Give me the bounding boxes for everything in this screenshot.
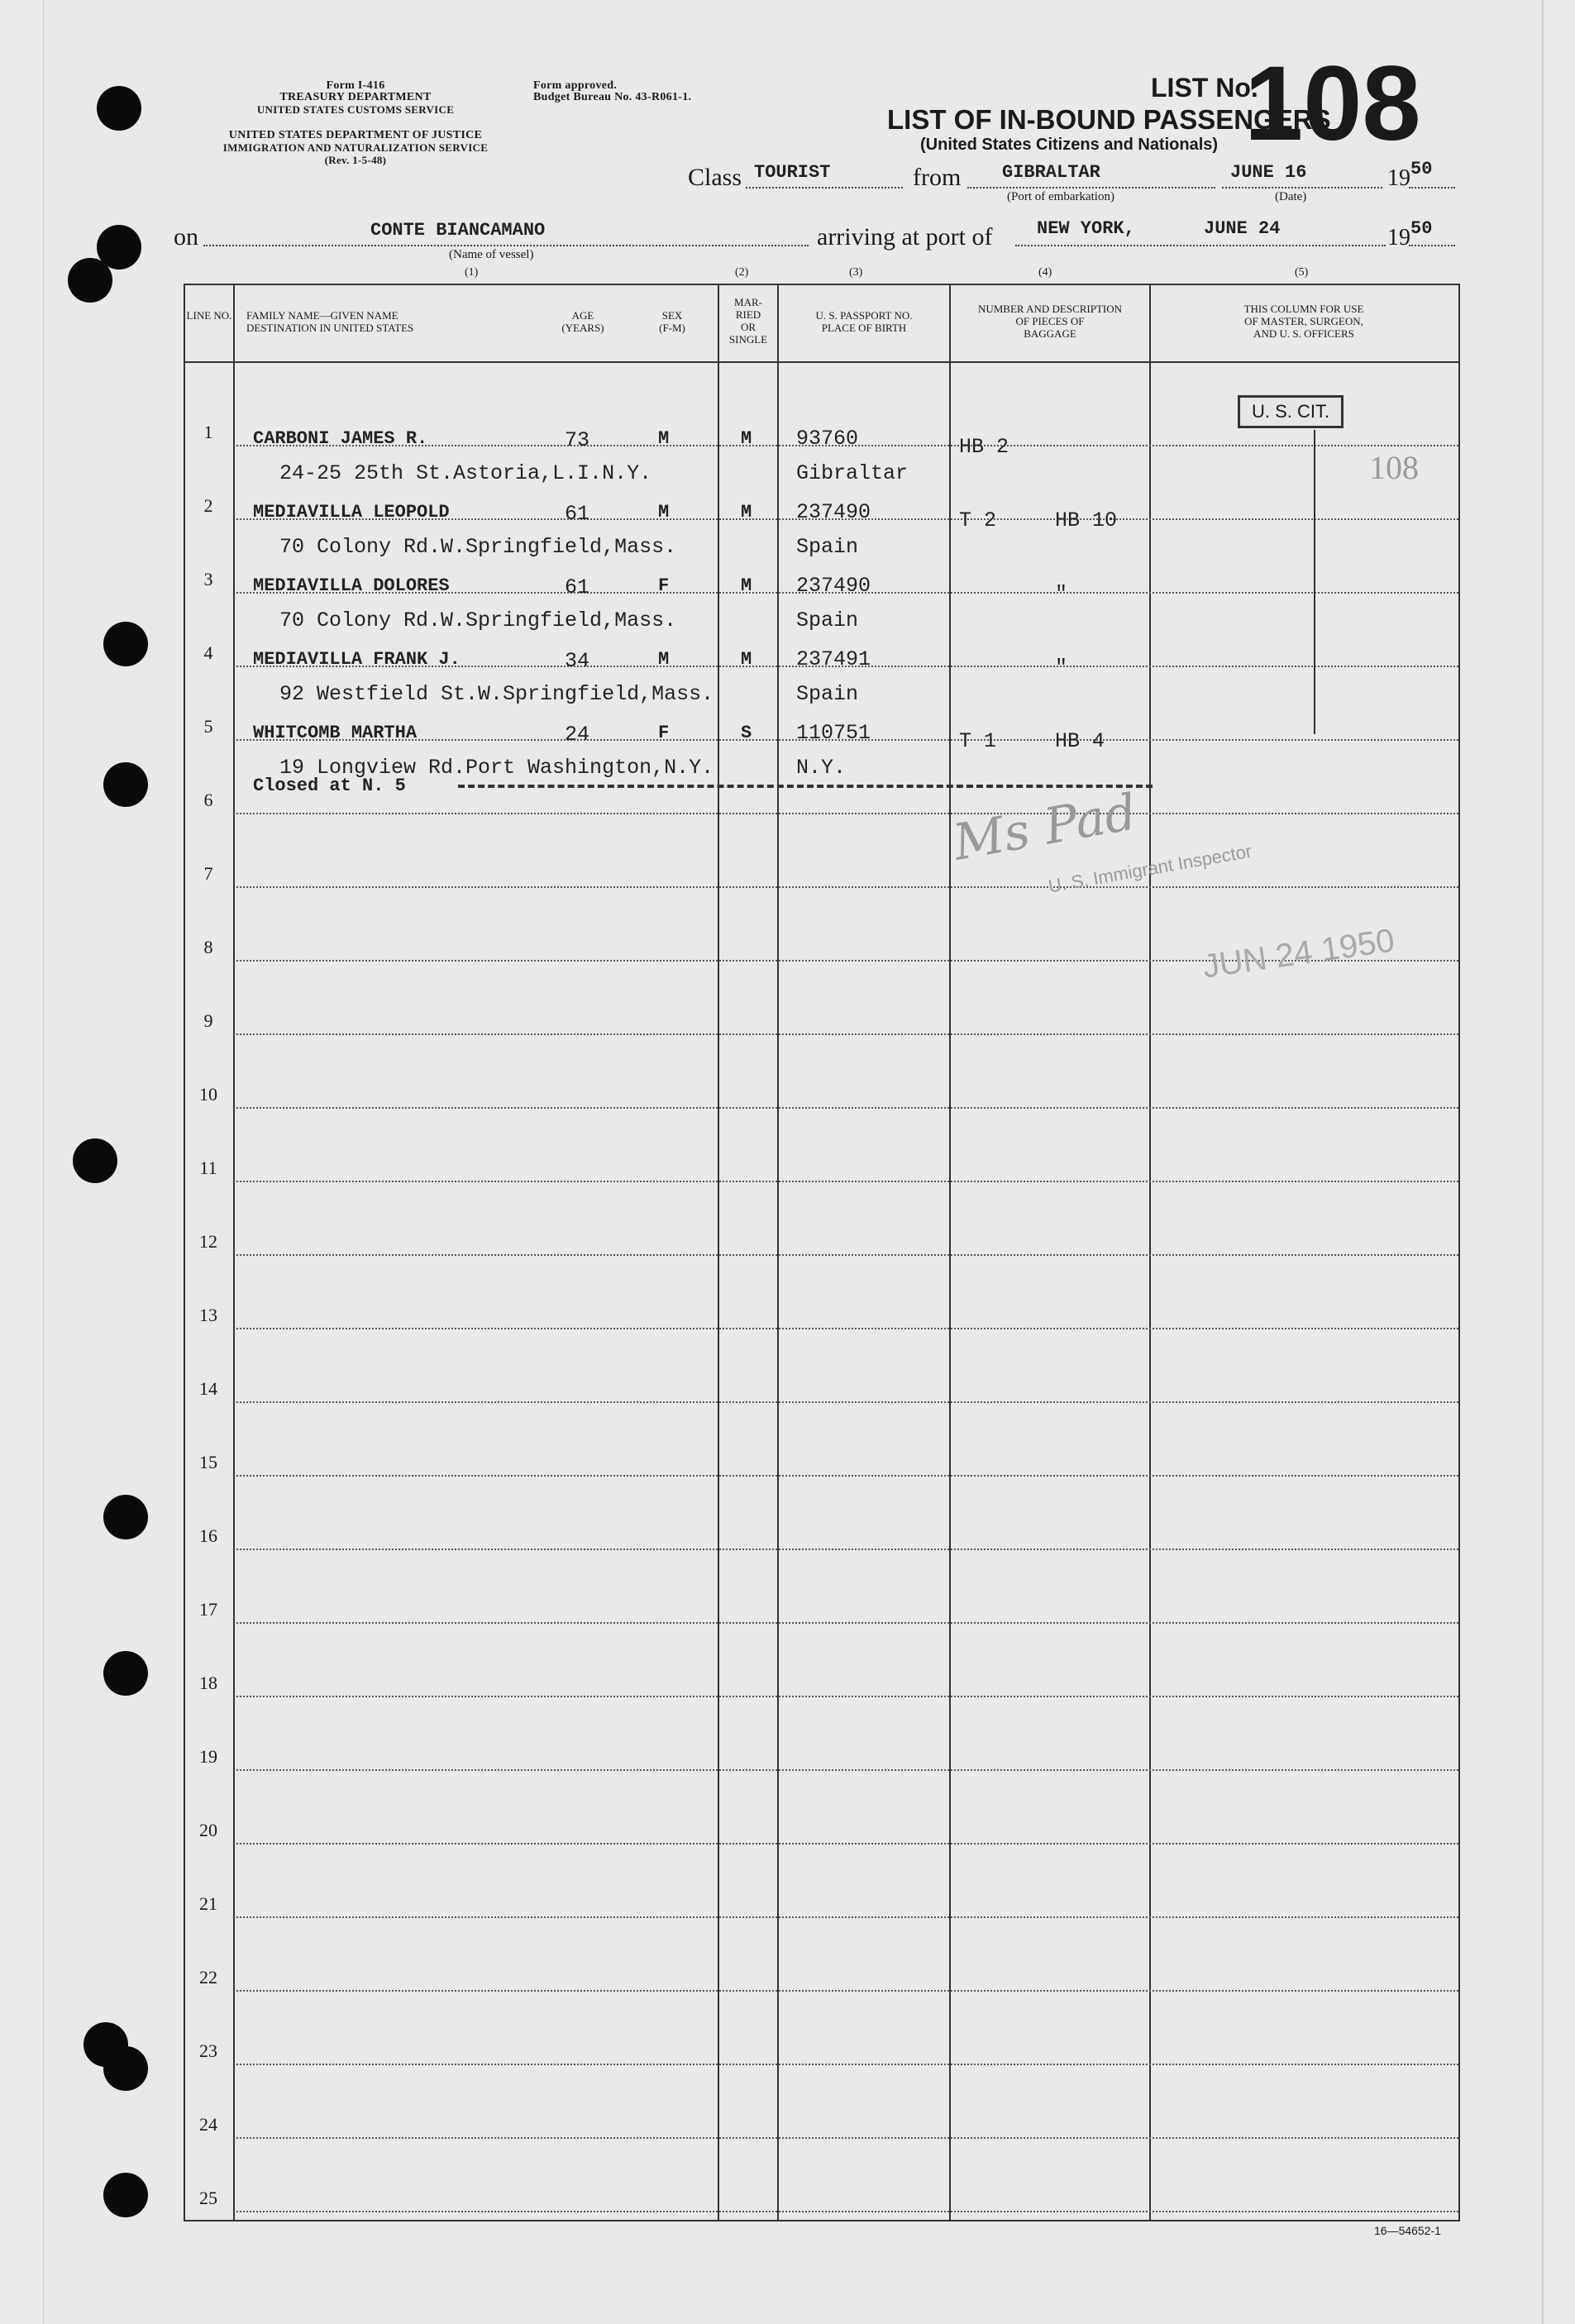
line-number: 5	[203, 716, 213, 737]
line-number: 6	[203, 790, 213, 810]
row-line	[236, 2211, 1458, 2212]
line-number: 16	[199, 1525, 217, 1546]
col-divider	[777, 284, 779, 2220]
passenger-sex: F	[658, 575, 670, 596]
line-number: 14	[199, 1378, 217, 1399]
closed-note: Closed at N. 5	[253, 775, 406, 796]
row-line	[236, 1549, 1458, 1550]
binder-hole	[103, 2173, 148, 2217]
baggage-count: "	[1055, 582, 1068, 606]
justice-dept: UNITED STATES DEPARTMENT OF JUSTICE	[228, 129, 483, 141]
line-number: 24	[199, 2114, 217, 2135]
arrival-year-prefix: 19	[1387, 225, 1410, 251]
row-line	[236, 1990, 1458, 1992]
hdr-line-no: LINE NO.	[186, 309, 232, 322]
ins-service: IMMIGRATION AND NATURALIZATION SERVICE	[222, 141, 489, 154]
passenger-sex: M	[658, 428, 670, 449]
budget-note: Budget Bureau No. 43-R061-1.	[533, 91, 692, 103]
row-line	[236, 813, 1458, 814]
date-underline	[1222, 187, 1382, 188]
class-underline	[746, 187, 903, 188]
from-label: from	[913, 164, 962, 191]
list-no-label: LIST No.	[1151, 73, 1258, 103]
col-divider	[1149, 284, 1151, 2220]
hdr-baggage: NUMBER AND DESCRIPTION OF PIECES OF BAGGAGE	[977, 303, 1123, 340]
passenger-age: 61	[565, 575, 590, 599]
hdr-age: AGE (YEARS)	[561, 309, 604, 334]
passport-number: 110751	[796, 721, 871, 745]
arriving-label: arriving at port of	[817, 223, 993, 251]
form-title: LIST OF IN-BOUND PASSENGERS	[887, 104, 1331, 135]
binder-hole	[103, 1651, 148, 1696]
col-2-marker: (2)	[735, 266, 749, 279]
marital-status: M	[741, 502, 752, 523]
header-divider	[184, 361, 1458, 363]
date-caption: (Date)	[1275, 190, 1307, 203]
line-number: 2	[203, 495, 213, 516]
vessel-underline	[203, 245, 809, 246]
col-divider	[718, 284, 719, 2220]
baggage-count: T 1	[959, 729, 997, 753]
row-line	[236, 1475, 1458, 1477]
passport-number: 237491	[796, 647, 871, 671]
vessel-name: CONTE BIANCAMANO	[370, 220, 546, 241]
binder-hole	[97, 86, 141, 131]
line-number: 3	[203, 569, 213, 589]
line-number: 11	[199, 1157, 217, 1178]
hdr-officers: THIS COLUMN FOR USE OF MASTER, SURGEON, AND U. S. OFFICERS	[1243, 303, 1364, 340]
inspector-title: U. S. Immigrant Inspector	[1047, 840, 1253, 897]
hdr-sex: SEX (F-M)	[659, 309, 685, 334]
marital-status: M	[741, 575, 752, 596]
baggage-count: HB 2	[959, 435, 1009, 459]
col-divider	[233, 284, 235, 2220]
row-line	[236, 886, 1458, 888]
binder-hole	[68, 258, 112, 303]
date-stamp: JUN 24 1950	[1200, 922, 1397, 985]
inspector-signature: Ms Pad	[949, 783, 1141, 872]
line-number: 7	[203, 863, 213, 884]
line-number: 4	[203, 642, 213, 663]
row-line	[236, 1328, 1458, 1329]
row-line	[236, 2137, 1458, 2139]
year-underline	[1409, 187, 1455, 188]
line-number: 8	[203, 937, 213, 957]
arrival-year: 50	[1410, 218, 1433, 239]
class-value: TOURIST	[754, 162, 831, 183]
year-value: 50	[1410, 159, 1433, 179]
row-line	[236, 1622, 1458, 1624]
row-line	[236, 1696, 1458, 1697]
row-line	[236, 1401, 1458, 1403]
list-number: 108	[1244, 45, 1421, 163]
binder-hole	[103, 622, 148, 666]
line-number: 19	[199, 1746, 217, 1767]
year-prefix: 19	[1387, 165, 1410, 191]
passport-number: 93760	[796, 427, 859, 451]
hdr-name: FAMILY NAME—GIVEN NAME DESTINATION IN UNITED STATES	[246, 309, 414, 334]
line-number: 10	[199, 1084, 217, 1105]
line-number: 13	[199, 1305, 217, 1325]
binder-hole	[103, 2046, 148, 2091]
arrival-port: NEW YORK,	[1037, 218, 1135, 239]
hdr-passport: U. S. PASSPORT NO. PLACE OF BIRTH	[815, 309, 913, 334]
us-citizen-stamp: U. S. CIT.	[1238, 395, 1344, 428]
port-caption: (Port of embarkation)	[1007, 190, 1114, 203]
place-of-birth: Spain	[796, 535, 859, 559]
binder-hole	[103, 762, 148, 807]
approved-note: Form approved.	[533, 79, 618, 92]
form-number: Form I-416	[326, 79, 385, 92]
passenger-sex: M	[658, 649, 670, 670]
passport-number: 237490	[796, 574, 871, 598]
revision: (Rev. 1-5-48)	[324, 154, 387, 166]
destination: 70 Colony Rd.W.Springfield,Mass.	[279, 608, 677, 632]
line-number: 15	[199, 1452, 217, 1472]
baggage-count: HB 10	[1055, 508, 1118, 532]
class-label: Class	[688, 164, 742, 191]
line-number: 25	[199, 2188, 217, 2208]
binder-hole	[73, 1138, 117, 1183]
arrival-year-underline	[1409, 245, 1455, 246]
marital-status: S	[741, 723, 752, 743]
place-of-birth: N.Y.	[796, 756, 847, 780]
port-underline	[1015, 245, 1386, 246]
destination: 19 Longview Rd.Port Washington,N.Y.	[279, 756, 714, 780]
from-underline	[967, 187, 1215, 188]
line-number: 22	[199, 1967, 217, 1988]
line-number: 12	[199, 1231, 217, 1252]
arrival-date: JUNE 24	[1204, 218, 1281, 239]
row-line	[236, 2064, 1458, 2065]
line-number: 21	[199, 1893, 217, 1914]
row-line	[236, 1843, 1458, 1844]
row-line	[236, 1107, 1458, 1109]
passenger-age: 24	[565, 723, 590, 747]
officer-number: 108	[1369, 449, 1419, 486]
line-number: 9	[203, 1010, 213, 1031]
baggage-count: "	[1055, 656, 1068, 680]
row-line	[236, 1181, 1458, 1182]
stamp-line	[1314, 430, 1315, 734]
line-number: 17	[199, 1599, 217, 1620]
on-label: on	[174, 223, 198, 251]
place-of-birth: Spain	[796, 608, 859, 632]
footer-code: 16—54652-1	[1374, 2224, 1441, 2237]
passenger-age: 61	[565, 502, 590, 526]
passenger-name: WHITCOMB MARTHA	[253, 723, 418, 743]
passenger-name: MEDIAVILLA LEOPOLD	[253, 502, 450, 523]
form-subtitle: (United States Citizens and Nationals)	[920, 136, 1219, 154]
line-number: 18	[199, 1673, 217, 1693]
hdr-married: MAR- RIED OR SINGLE	[728, 296, 768, 346]
place-of-birth: Spain	[796, 682, 859, 706]
passenger-age: 34	[565, 649, 590, 673]
row-line	[236, 1769, 1458, 1771]
from-date: JUNE 16	[1230, 162, 1307, 183]
passenger-name: CARBONI JAMES R.	[253, 428, 428, 449]
passenger-sex: M	[658, 502, 670, 523]
baggage-count: T 2	[959, 508, 997, 532]
from-value: GIBRALTAR	[1002, 162, 1100, 183]
destination: 70 Colony Rd.W.Springfield,Mass.	[279, 535, 677, 559]
col-1-marker: (1)	[465, 266, 479, 279]
col-divider	[949, 284, 951, 2220]
row-line	[236, 1033, 1458, 1035]
passenger-age: 73	[565, 428, 590, 452]
row-line	[236, 1254, 1458, 1256]
line-number: 20	[199, 1820, 217, 1840]
treasury-dept: TREASURY DEPARTMENT	[279, 91, 432, 103]
passenger-sex: F	[658, 723, 670, 743]
marital-status: M	[741, 649, 752, 670]
destination: 92 Westfield St.W.Springfield,Mass.	[279, 682, 714, 706]
row-line	[236, 1916, 1458, 1918]
col-4-marker: (4)	[1038, 266, 1052, 279]
baggage-count: HB 4	[1055, 729, 1105, 753]
vessel-caption: (Name of vessel)	[449, 248, 534, 261]
line-number: 23	[199, 2040, 217, 2061]
place-of-birth: Gibraltar	[796, 461, 909, 485]
passport-number: 237490	[796, 500, 871, 524]
destination: 24-25 25th St.Astoria,L.I.N.Y.	[279, 461, 652, 485]
passenger-name: MEDIAVILLA DOLORES	[253, 575, 450, 596]
binder-hole	[103, 1495, 148, 1539]
col-3-marker: (3)	[849, 266, 863, 279]
col-5-marker: (5)	[1295, 266, 1309, 279]
closed-dashes	[458, 775, 1153, 788]
line-number: 1	[203, 422, 213, 442]
passenger-name: MEDIAVILLA FRANK J.	[253, 649, 461, 670]
customs-service: UNITED STATES CUSTOMS SERVICE	[256, 103, 455, 116]
marital-status: M	[741, 428, 752, 449]
